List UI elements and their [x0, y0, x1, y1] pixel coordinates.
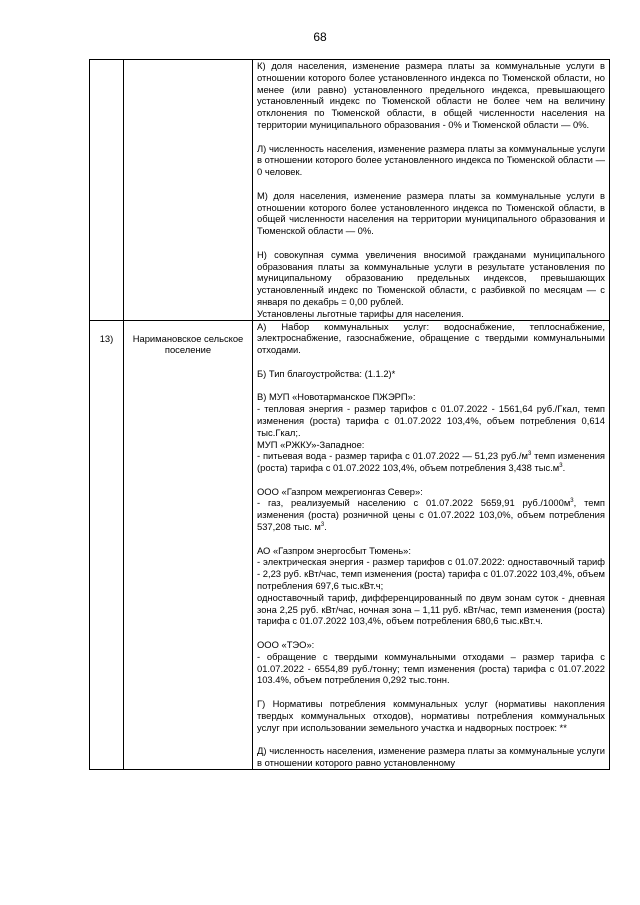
row-number-cell — [90, 60, 124, 321]
gas-text-a: - газ, реализуемый населению с 01.07.2022 5659,91 руб./1000м — [257, 497, 571, 509]
paragraph-g: Г) Нормативы потребления коммунальных услуг (нормативы накопления твердых коммунальных отходов), нормативы потребления коммунальных услуг при использовании земельного участка и надворных построек: ** — [257, 698, 605, 733]
gas-text-b: , темп изменения (роста) розничной цены с 01.07.2022 103,0%, объем потребления 537,208 тыс. м — [257, 497, 605, 533]
paragraph-heat: - тепловая энергия - размер тарифов с 01.07.2022 - 1561,64 руб./Гкал, темп изменения (роста) тарифа с 01.07.2022 103,4%, объем потребления 0,614 тыс.Гкал;. — [257, 403, 605, 438]
superscript-3: 3 — [527, 451, 532, 458]
paragraph-v-title: В) МУП «Новотарманское ПЖЭРП»: — [257, 391, 416, 403]
tariff-table — [89, 59, 610, 770]
paragraph-gas-title: ООО «Газпром межрегионгаз Север»: — [257, 485, 423, 497]
paragraph-n: Н) совокупная сумма увеличения вносимой гражданами муниципального образования платы за коммунальные услуги в результате установления по муниципальному образованию предельных индексов, превышающих установленный индекс по Тюменской области, с разбивкой по месяцам — с января по декабрь = 0,00 рублей. — [257, 248, 605, 307]
paragraph-b: Б) Тип благоустройства: (1.1.2)* — [257, 367, 396, 379]
paragraph-k: К) доля населения, изменение размера платы за коммунальные услуги в отношении которого более установленного индекса по Тюменской области, но менее (или равно) установленного предельного индекса, превышающего установленный индекс по Тюменской области не более чем на величину отклонения по Тюменской области, в общей численности населения на территории муниципального образования - 0% и Тюменской области — 0%. — [257, 60, 605, 130]
water-text-a: - питьевая вода - размер тарифа с 01.07.2022 — 51,23 руб./м — [257, 450, 528, 462]
paragraph-m: М) доля населения, изменение размера платы за коммунальные услуги в отношении которого более установленного индекса по Тюменской области, в общей численности населения на территории муниципального образования и Тюменской области — 0%. — [257, 189, 605, 237]
settlement-name-cell — [124, 60, 253, 321]
description-cell — [253, 60, 610, 321]
table-row — [90, 320, 610, 769]
settlement-name-cell: Наримановское сельское поселение — [124, 320, 253, 769]
superscript-3: 3 — [559, 462, 563, 469]
paragraph-d: Д) численность населения, изменение размера платы за коммунальные услуги в отношении которого равно установленному — [257, 745, 605, 769]
water-text-b: темп изменения (роста) тарифа с 01.07.2022 103,4%, объем потребления 3,438 тыс.м — [257, 450, 606, 474]
paragraph-l: Л) численность населения, изменение размера платы за коммунальные услуги в отношении которого более установленного индекса по Тюменской области — 0 человек. — [257, 142, 605, 178]
water-text-c: . — [562, 462, 566, 474]
paragraph-energy-title: АО «Газпром энергосбыт Тюмень»: — [257, 544, 411, 556]
paragraph-a: А) Набор коммунальных услуг: водоснабжение, теплоснабжение, электроснабжение, газоснабжение, обращение с твердыми коммунальными отходами. — [257, 320, 605, 356]
superscript-3: 3 — [320, 521, 325, 528]
paragraph-rzhku-title: МУП «РЖКУ»-Западное: — [257, 438, 365, 450]
gas-text-c: . — [324, 521, 327, 533]
table-row — [90, 60, 610, 321]
paragraph-waste: - обращение с твердыми коммунальными отходами – размер тарифа с 01.07.2022 - 6554,89 руб./тонну; темп изменения (роста) тарифа с 01.07.2022 103.4%, объем потребления 0,292 тыс.тонн. — [257, 650, 605, 686]
paragraph-energy-zones: одноставочный тариф, дифференцированный по двум зонам суток - дневная зона 2,25 руб. кВт/час, ночная зона – 1,11 руб. кВт/час, темп изменения (роста) тарифа с 01.07.2022 103,4%, объем потребления 680,6 тыс.кВт.ч. — [257, 591, 605, 627]
paragraph-teo-title: ООО «ТЭО»: — [257, 639, 315, 651]
paragraph-benefits: Установлены льготные тарифы для населения. — [257, 307, 464, 319]
superscript-3: 3 — [570, 498, 574, 505]
paragraph-gas — [257, 497, 605, 532]
row-number-cell: 13) — [90, 320, 124, 769]
paragraph-water — [257, 450, 605, 474]
description-cell — [253, 320, 610, 769]
page-number: 68 — [313, 30, 327, 44]
paragraph-energy-single: - электрическая энергия - размер тарифов с 01.07.2022: одноставочный тариф - 2,23 руб. кВт/час, темп изменения (роста) тарифа с 01.07.2022 103,4%, объем потребления 697,6 тыс.кВт.ч; — [257, 556, 605, 592]
